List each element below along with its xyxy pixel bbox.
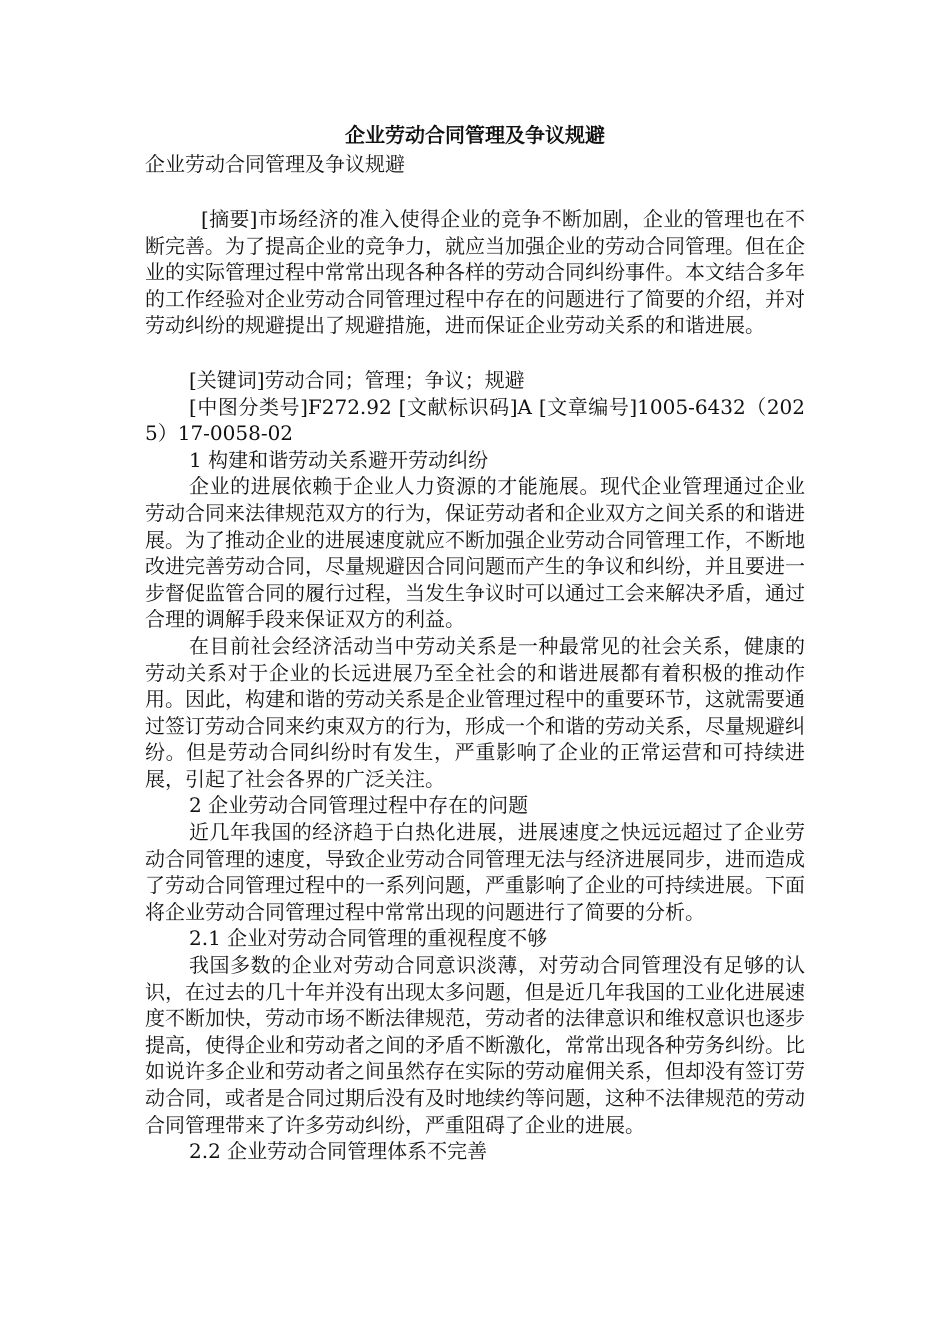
document-page: [145, 120, 805, 1165]
keywords-line: [关键词]劳动合同；管理；争议；规避: [189, 367, 525, 392]
body-paragraph: 近几年我国的经济趋于白热化进展，进展速度之快远远超过了企业劳动合同管理的速度，导致企业劳动合同管理无法与经济进展同步，进而造成了劳动合同管理过程中的一系列问题，严重影响了企业的可持续进展。下面将企业劳动合同管理过程中常常出现的问题进行了简要的分析。: [145, 820, 805, 924]
classification-line: [中图分类号]F272.92 [文献标识码]A [文章编号]1005-6432（2025）17-0058-02: [145, 394, 805, 446]
body-paragraph: 我国多数的企业对劳动合同意识淡薄，对劳动合同管理没有足够的认识，在过去的几十年并没有出现太多问题，但是近几年我国的工业化进展速度不断加快，劳动市场不断法律规范，劳动者的法律意识和维权意识也逐步提高，使得企业和劳动者之间的矛盾不断激化，常常出现各种劳务纠纷。比如说许多企业和劳动者之间虽然存在实际的劳动雇佣关系，但却没有签订劳动合同，或者是合同过期后没有及时地续约等问题，这种不法律规范的劳动合同管理带来了许多劳动纠纷，严重阻碍了企业的进展。: [145, 953, 805, 1137]
section-heading: 2.2 企业劳动合同管理体系不完善: [189, 1139, 488, 1164]
document-title: 企业劳动合同管理及争议规避: [345, 123, 605, 147]
section-heading: 2 企业劳动合同管理过程中存在的问题: [189, 793, 529, 818]
spacer: [145, 178, 805, 206]
abstract-paragraph: [摘要]市场经济的准入使得企业的竞争不断加剧，企业的管理也在不断完善。为了提高企业的竞争力，就应当加强企业的劳动合同管理。但在企业的实际管理过程中常常出现各种各样的劳动合同纠纷事件。本文结合多年的工作经验对企业劳动合同管理过程中存在的问题进行了简要的介绍，并对劳动纠纷的规避提出了规避措施，进而保证企业劳动关系的和谐进展。: [145, 207, 805, 338]
section-heading: 2.1 企业对劳动合同管理的重视程度不够: [189, 926, 548, 951]
section-heading: 1 构建和谐劳动关系避开劳动纠纷: [189, 447, 489, 472]
spacer: [145, 339, 805, 367]
body-paragraph: 企业的进展依赖于企业人力资源的才能施展。现代企业管理通过企业劳动合同来法律规范双方的行为，保证劳动者和企业双方之间关系的和谐进展。为了推动企业的进展速度就应不断加强企业劳动合同管理工作，不断地改进完善劳动合同，尽量规避因合同问题而产生的争议和纠纷，并且要进一步督促监管合同的履行过程，当发生争议时可以通过工会来解决矛盾，通过合理的调解手段来保证双方的利益。: [145, 474, 805, 632]
document-subtitle: 企业劳动合同管理及争议规避: [145, 152, 405, 176]
body-paragraph: 在目前社会经济活动当中劳动关系是一种最常见的社会关系，健康的劳动关系对于企业的长远进展乃至全社会的和谐进展都有着积极的推动作用。因此，构建和谐的劳动关系是企业管理过程中的重要环节，这就需要通过签订劳动合同来约束双方的行为，形成一个和谐的劳动关系，尽量规避纠纷。但是劳动合同纠纷时有发生，严重影响了企业的正常运营和可持续进展，引起了社会各界的广泛关注。: [145, 633, 805, 791]
